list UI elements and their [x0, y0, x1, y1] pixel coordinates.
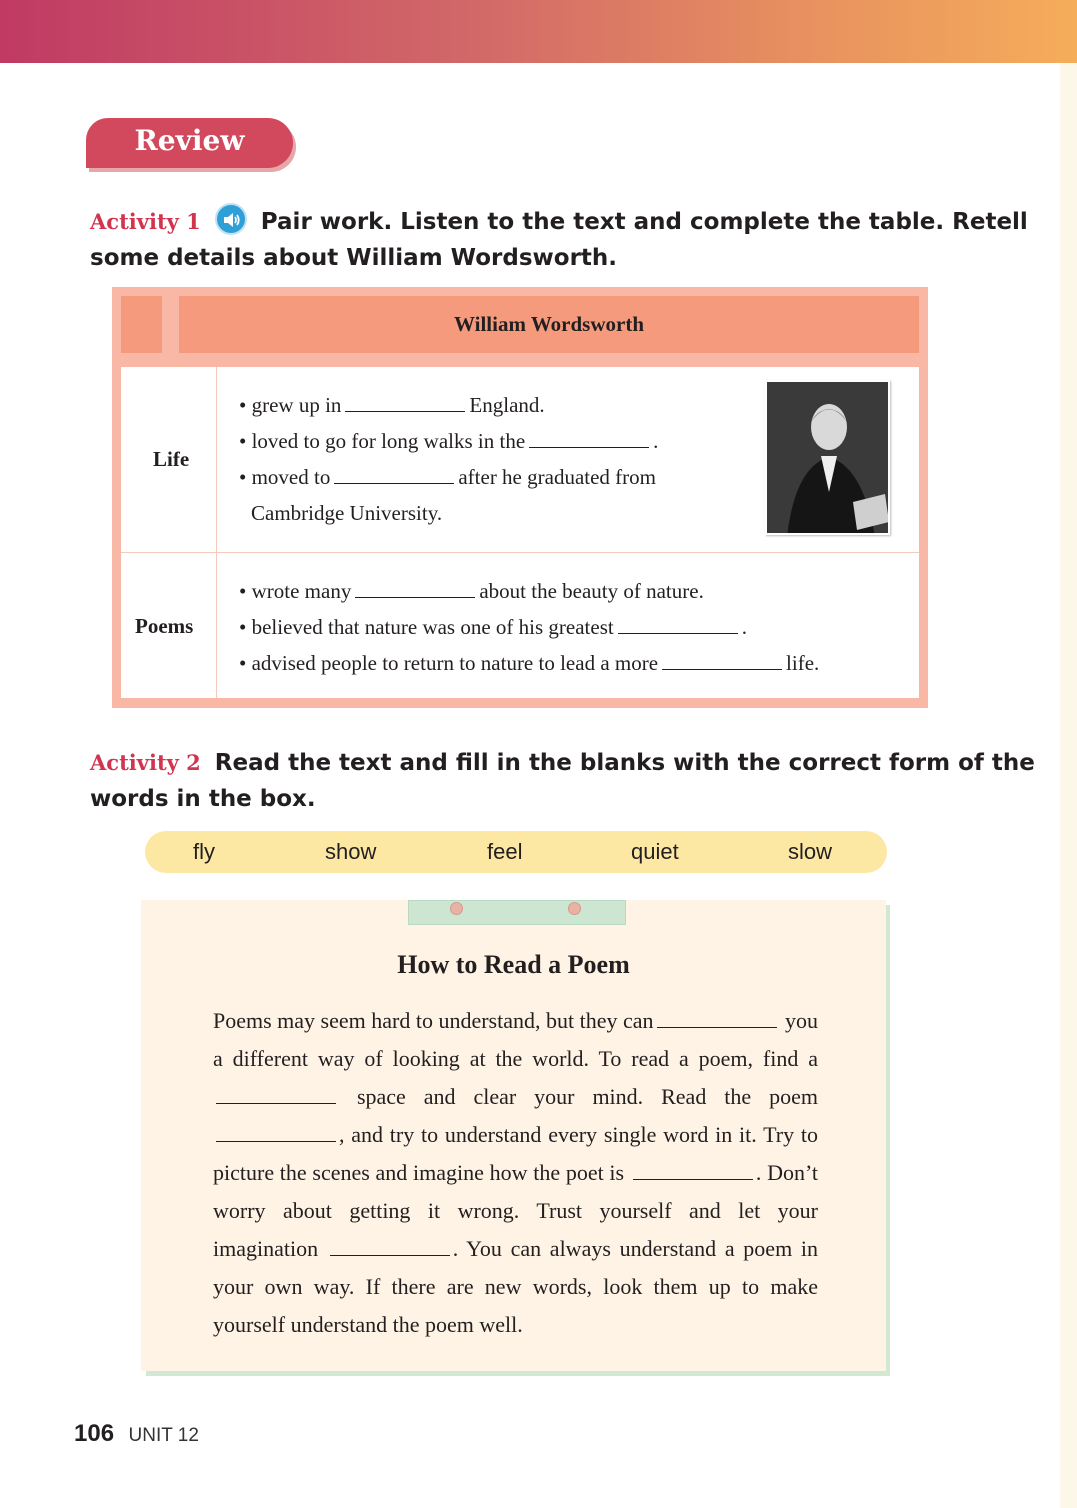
poems-bullet-1: • wrote many about the beauty of nature.: [239, 579, 704, 603]
answer-blank[interactable]: [662, 651, 782, 670]
table-header: William Wordsworth: [179, 296, 919, 353]
poems-bullets: [239, 573, 819, 681]
poems-label: Poems: [135, 614, 194, 638]
life-bullet-2: • loved to go for long walks in the .: [239, 429, 659, 453]
answer-blank[interactable]: [633, 1160, 753, 1180]
poems-bullet-3: • advised people to return to nature to lead a more life.: [239, 651, 820, 675]
life-bullet-1: • grew up in England.: [239, 393, 545, 417]
word-feel: feel: [487, 839, 523, 864]
page-edge-strip: [1060, 63, 1077, 1508]
activity2-text-1: Read the text and fill in the blanks with the correct form of the: [214, 750, 1035, 776]
answer-blank[interactable]: [657, 1008, 777, 1028]
activity1-text-1: Pair work. Listen to the text and complete the table. Retell: [260, 209, 1028, 235]
row-divider: [121, 552, 919, 553]
activity1-label: Activity 1: [90, 209, 201, 234]
word-box: [145, 831, 887, 873]
life-bullets: [239, 387, 658, 531]
column-divider: [216, 367, 217, 698]
header-banner: [0, 0, 1077, 63]
wordsworth-portrait: [765, 380, 890, 535]
activity1-text-2: some details about William Wordsworth.: [90, 245, 618, 271]
activity1-instruction: [90, 203, 1028, 276]
answer-blank[interactable]: [618, 615, 738, 634]
answer-blank[interactable]: [529, 429, 649, 448]
table-header-corner: [121, 296, 162, 353]
word-slow: slow: [788, 839, 833, 864]
answer-blank[interactable]: [345, 393, 465, 412]
unit-label: UNIT 12: [128, 1425, 199, 1446]
answer-blank[interactable]: [355, 579, 475, 598]
answer-blank[interactable]: [330, 1236, 450, 1256]
word-fly: fly: [193, 839, 215, 864]
answer-blank[interactable]: [216, 1122, 336, 1142]
life-bullet-3: • moved to after he graduated from: [239, 465, 656, 489]
life-label: Life: [153, 447, 190, 471]
review-label: Review: [134, 124, 245, 157]
passage-title: How to Read a Poem: [397, 950, 630, 979]
poems-bullet-2: • believed that nature was one of his greatest .: [239, 615, 747, 639]
activity2-instruction: [90, 745, 1035, 817]
answer-blank[interactable]: [334, 465, 454, 484]
pin-icon: [568, 902, 581, 915]
pin-icon: [450, 902, 463, 915]
answer-blank[interactable]: [216, 1084, 336, 1104]
paper-clip-tab: [408, 900, 626, 925]
review-tab: [86, 118, 293, 168]
life-bullet-3-cont: Cambridge University.: [251, 501, 443, 525]
audio-speaker-icon[interactable]: [215, 203, 247, 235]
page-number: 106: [74, 1420, 115, 1447]
wordsworth-table: [112, 287, 928, 708]
page-footer: [74, 1420, 199, 1448]
activity2-label: Activity 2: [90, 750, 201, 775]
word-show: show: [325, 839, 377, 864]
word-quiet: quiet: [631, 839, 679, 864]
table-body: [121, 367, 919, 698]
activity2-text-2: words in the box.: [90, 786, 316, 812]
passage-text: Poems may seem hard to understand, but they can you a different way of looking at the world. To read a poem, find a space and clear your mind. Read the poem , and try to understand every single word in it. Try to picture the scenes and imagine how the poet is . Don’t worry about getting it wrong. Trust yourself and let your imagination . You can always understand a poem in your own way. If there are new words, look them up to make yourself understand the poem well.: [213, 1008, 819, 1337]
